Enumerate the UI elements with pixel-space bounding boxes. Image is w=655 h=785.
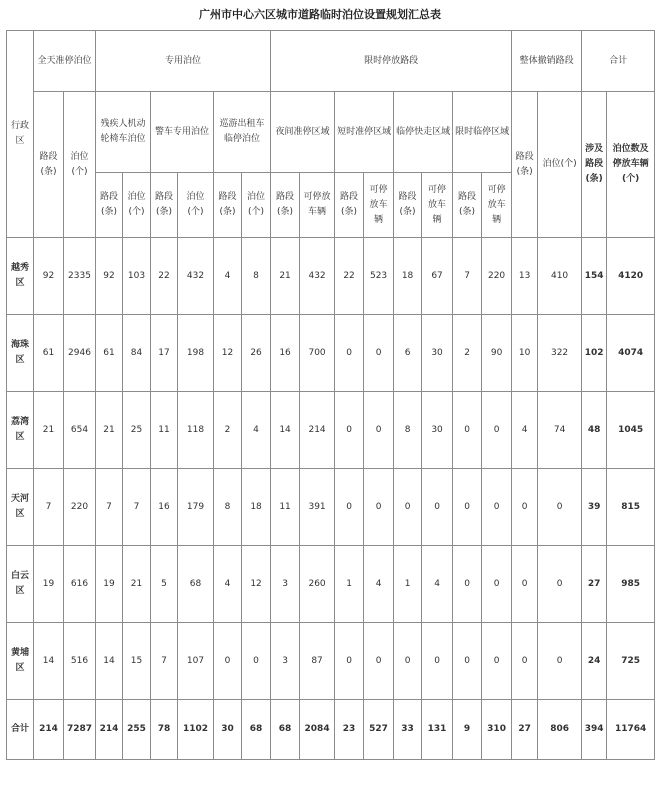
- header-all-day: 全天准停泊位: [34, 31, 96, 92]
- header-all-day-spots: 泊位(个): [64, 92, 96, 238]
- total-cell: 68: [242, 700, 271, 760]
- district-name: 黄埔区: [7, 623, 34, 700]
- table-cell: 0: [422, 623, 453, 700]
- table-cell: 725: [607, 623, 655, 700]
- table-cell: 0: [335, 392, 364, 469]
- table-cell: 0: [453, 623, 482, 700]
- header-sub-roads: 路段(条): [271, 173, 300, 238]
- table-cell: 700: [300, 315, 335, 392]
- table-cell: 220: [64, 469, 96, 546]
- table-cell: 0: [453, 392, 482, 469]
- table-row: [7, 469, 655, 546]
- table-cell: 4120: [607, 238, 655, 315]
- header-short: 短时准停区域: [335, 92, 394, 173]
- page-title: 广州市中心六区城市道路临时泊位设置规划汇总表: [199, 8, 441, 21]
- table-cell: 48: [582, 392, 607, 469]
- table-cell: 87: [300, 623, 335, 700]
- table-cell: 14: [96, 623, 123, 700]
- table-cell: 21: [96, 392, 123, 469]
- table-row: [7, 238, 655, 315]
- header-sub-parkable: 可停放车辆: [422, 173, 453, 238]
- table-cell: 2335: [64, 238, 96, 315]
- total-cell: 806: [538, 700, 582, 760]
- table-row: [7, 392, 655, 469]
- header-taxi: 巡游出租车临停泊位: [214, 92, 271, 173]
- table-cell: 12: [214, 315, 242, 392]
- total-cell: 9: [453, 700, 482, 760]
- table-cell: 0: [538, 546, 582, 623]
- table-cell: 90: [482, 315, 512, 392]
- table-cell: 68: [178, 546, 214, 623]
- table-cell: 74: [538, 392, 582, 469]
- total-cell: 214: [34, 700, 64, 760]
- header-sub-roads: 路段(条): [335, 173, 364, 238]
- table-cell: 0: [482, 469, 512, 546]
- total-cell: 255: [123, 700, 151, 760]
- table-cell: 322: [538, 315, 582, 392]
- header-total-spots: 泊位数及停放车辆(个): [607, 92, 655, 238]
- table-cell: 2: [453, 315, 482, 392]
- table-cell: 0: [242, 623, 271, 700]
- district-name: 越秀区: [7, 238, 34, 315]
- header-all-day-roads: 路段(条): [34, 92, 64, 238]
- header-total-roads: 涉及路段(条): [582, 92, 607, 238]
- table-cell: 654: [64, 392, 96, 469]
- table-cell: 0: [335, 623, 364, 700]
- table-cell: 0: [335, 315, 364, 392]
- header-quick: 临停快走区域: [394, 92, 453, 173]
- header-sub-parkable: 可停放车辆: [364, 173, 394, 238]
- table-cell: 22: [151, 238, 178, 315]
- table-cell: 16: [151, 469, 178, 546]
- total-cell: 30: [214, 700, 242, 760]
- header-total: 合计: [582, 31, 655, 92]
- table-cell: 21: [34, 392, 64, 469]
- header-sub-parkable: 可停放车辆: [482, 173, 512, 238]
- table-cell: 6: [394, 315, 422, 392]
- table-cell: 3: [271, 546, 300, 623]
- total-cell: 68: [271, 700, 300, 760]
- header-sub-roads: 路段(条): [96, 173, 123, 238]
- table-cell: 107: [178, 623, 214, 700]
- header-sub-spots: 泊位(个): [178, 173, 214, 238]
- table-cell: 92: [96, 238, 123, 315]
- table-row: [7, 315, 655, 392]
- table-cell: 1: [394, 546, 422, 623]
- total-cell: 1102: [178, 700, 214, 760]
- table-cell: 0: [214, 623, 242, 700]
- header-sub-roads: 路段(条): [453, 173, 482, 238]
- table-cell: 0: [394, 623, 422, 700]
- table-cell: 118: [178, 392, 214, 469]
- table-cell: 7: [34, 469, 64, 546]
- table-cell: 1045: [607, 392, 655, 469]
- table-cell: 220: [482, 238, 512, 315]
- table-cell: 4: [422, 546, 453, 623]
- table-cell: 8: [394, 392, 422, 469]
- table-cell: 0: [394, 469, 422, 546]
- table-cell: 92: [34, 238, 64, 315]
- total-row: [7, 700, 655, 760]
- table-cell: 7: [96, 469, 123, 546]
- header-sub-roads: 路段(条): [394, 173, 422, 238]
- table-cell: 7: [123, 469, 151, 546]
- table-cell: 4: [214, 238, 242, 315]
- table-cell: 27: [582, 546, 607, 623]
- table-cell: 61: [96, 315, 123, 392]
- table-cell: 0: [422, 469, 453, 546]
- table-cell: 5: [151, 546, 178, 623]
- table-cell: 179: [178, 469, 214, 546]
- header-limited: 限时临停区域: [453, 92, 512, 173]
- table-cell: 0: [512, 469, 538, 546]
- table-cell: 0: [538, 623, 582, 700]
- table-cell: 30: [422, 315, 453, 392]
- total-cell: 394: [582, 700, 607, 760]
- table-cell: 19: [96, 546, 123, 623]
- table-cell: 2946: [64, 315, 96, 392]
- header-disabled: 残疾人机动轮椅车泊位: [96, 92, 151, 173]
- total-cell: 7287: [64, 700, 96, 760]
- table-cell: 21: [271, 238, 300, 315]
- district-name: 天河区: [7, 469, 34, 546]
- total-cell: 23: [335, 700, 364, 760]
- table-cell: 214: [300, 392, 335, 469]
- table-cell: 18: [394, 238, 422, 315]
- table-cell: 11: [271, 469, 300, 546]
- table-cell: 61: [34, 315, 64, 392]
- district-name: 白云区: [7, 546, 34, 623]
- table-cell: 0: [335, 469, 364, 546]
- table-cell: 10: [512, 315, 538, 392]
- table-cell: 0: [482, 546, 512, 623]
- table-cell: 11: [151, 392, 178, 469]
- table-cell: 7: [151, 623, 178, 700]
- table-cell: 0: [364, 315, 394, 392]
- table-cell: 8: [214, 469, 242, 546]
- header-sub-roads: 路段(条): [214, 173, 242, 238]
- table-cell: 0: [453, 546, 482, 623]
- table-cell: 0: [512, 623, 538, 700]
- table-cell: 2: [214, 392, 242, 469]
- table-cell: 16: [271, 315, 300, 392]
- total-cell: 33: [394, 700, 422, 760]
- header-sub-parkable: 可停放车辆: [300, 173, 335, 238]
- table-cell: 616: [64, 546, 96, 623]
- total-cell: 11764: [607, 700, 655, 760]
- table-cell: 3: [271, 623, 300, 700]
- district-name: 荔湾区: [7, 392, 34, 469]
- table-cell: 516: [64, 623, 96, 700]
- table-cell: 17: [151, 315, 178, 392]
- header-police: 警车专用泊位: [151, 92, 214, 173]
- table-cell: 102: [582, 315, 607, 392]
- header-sub-spots: 泊位(个): [242, 173, 271, 238]
- header-sub-roads: 路段(条): [151, 173, 178, 238]
- table-body: [7, 238, 655, 760]
- header-removal-roads: 路段(条): [512, 92, 538, 238]
- table-cell: 39: [582, 469, 607, 546]
- table-cell: 0: [453, 469, 482, 546]
- table-cell: 432: [300, 238, 335, 315]
- table-cell: 4: [242, 392, 271, 469]
- table-cell: 14: [271, 392, 300, 469]
- total-cell: 214: [96, 700, 123, 760]
- table-cell: 198: [178, 315, 214, 392]
- table-cell: 4: [364, 546, 394, 623]
- table-cell: 260: [300, 546, 335, 623]
- total-cell: 2084: [300, 700, 335, 760]
- table-cell: 13: [512, 238, 538, 315]
- table-cell: 67: [422, 238, 453, 315]
- table-cell: 432: [178, 238, 214, 315]
- total-cell: 131: [422, 700, 453, 760]
- table-cell: 4: [512, 392, 538, 469]
- table-cell: 19: [34, 546, 64, 623]
- header-removal-spots: 泊位(个): [538, 92, 582, 238]
- table-cell: 18: [242, 469, 271, 546]
- table-cell: 84: [123, 315, 151, 392]
- table-cell: 410: [538, 238, 582, 315]
- total-cell: 527: [364, 700, 394, 760]
- table-cell: 0: [512, 546, 538, 623]
- table-cell: 8: [242, 238, 271, 315]
- total-cell: 27: [512, 700, 538, 760]
- table-cell: 15: [123, 623, 151, 700]
- table-cell: 815: [607, 469, 655, 546]
- table-row: [7, 623, 655, 700]
- table-cell: 985: [607, 546, 655, 623]
- table-cell: 1: [335, 546, 364, 623]
- header-removal: 整体撤销路段: [512, 31, 582, 92]
- table-cell: 4: [214, 546, 242, 623]
- table-cell: 4074: [607, 315, 655, 392]
- table-cell: 0: [364, 392, 394, 469]
- table-cell: 0: [364, 623, 394, 700]
- table-row: [7, 546, 655, 623]
- table-cell: 21: [123, 546, 151, 623]
- table-cell: 391: [300, 469, 335, 546]
- header-special: 专用泊位: [96, 31, 271, 92]
- header-time-limited: 限时停放路段: [271, 31, 512, 92]
- table-cell: 0: [364, 469, 394, 546]
- summary-table: [6, 30, 655, 760]
- table-cell: 25: [123, 392, 151, 469]
- total-cell: 310: [482, 700, 512, 760]
- table-cell: 14: [34, 623, 64, 700]
- table-cell: 0: [538, 469, 582, 546]
- total-cell: 78: [151, 700, 178, 760]
- table-cell: 154: [582, 238, 607, 315]
- table-cell: 523: [364, 238, 394, 315]
- table-cell: 12: [242, 546, 271, 623]
- table-cell: 0: [482, 392, 512, 469]
- table-cell: 0: [482, 623, 512, 700]
- header-district: 行政区: [7, 31, 34, 238]
- table-cell: 26: [242, 315, 271, 392]
- table-cell: 103: [123, 238, 151, 315]
- total-label: 合计: [7, 700, 34, 760]
- header-sub-spots: 泊位(个): [123, 173, 151, 238]
- table-cell: 22: [335, 238, 364, 315]
- header-night: 夜间准停区域: [271, 92, 335, 173]
- table-cell: 24: [582, 623, 607, 700]
- table-cell: 7: [453, 238, 482, 315]
- district-name: 海珠区: [7, 315, 34, 392]
- table-cell: 30: [422, 392, 453, 469]
